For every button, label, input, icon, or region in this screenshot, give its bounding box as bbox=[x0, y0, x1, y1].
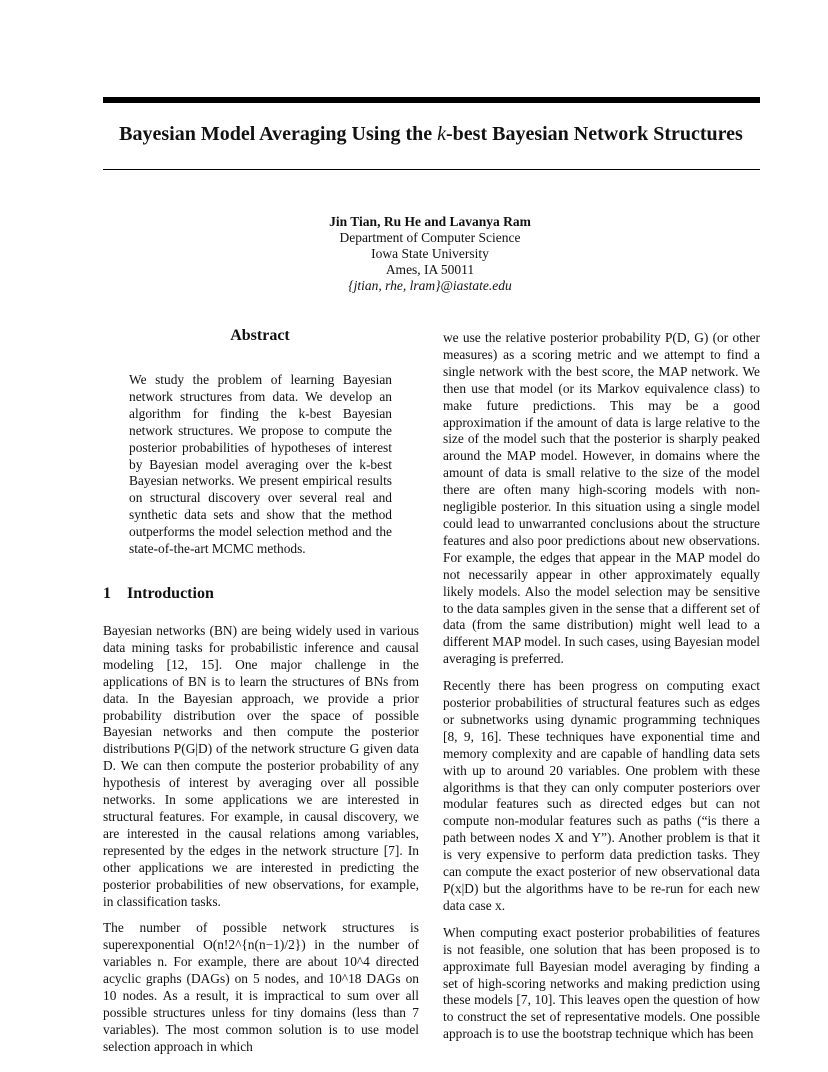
section-title: Introduction bbox=[127, 585, 214, 602]
paper-title: Bayesian Model Averaging Using the k-best Bayesian Network Structures bbox=[119, 123, 743, 145]
right-column bbox=[443, 330, 760, 1053]
intro-paragraph-5: When computing exact posterior probabilities of features is not feasible, one solution that has been proposed is to approximate full Bayesian model averaging by finding a set of high-scoring networks and making prediction using these models [7, 10]. This leaves open the question of how to construct the set of representative models. One possible approach is to use the bootstrap technique which has been bbox=[443, 924, 760, 1042]
address: Ames, IA 50011 bbox=[385, 262, 475, 277]
intro-paragraph-3: we use the relative posterior probability P(D, G) (or other measures) as a scoring metric and we attempt to find a single network with the best score, the MAP network. We then use that model (or its Markov equivalence class) to make future predictions. This may be a good approximation if the amount of data is large relative to the size of the model such that the posterior is sharply peaked around the MAP model. However, in domains where the amount of data is small relative to the size of the model there are often many high-scoring models with non-negligible posterior. In this situation using a single model could lead to unwarranted conclusions about the structure features and also poor predictions about new observations. For example, the edges that appear in the MAP model do not necessarily appear in other approximately equally likely models. Also the model selection may be sensitive to the data samples given in the sense that a different set of data (from the same distribution) might well lead to a different MAP model. In such cases, using Bayesian model averaging is preferred. bbox=[443, 330, 760, 667]
title-k: k bbox=[437, 123, 447, 145]
top-rule bbox=[103, 97, 760, 103]
intro-paragraph-1: Bayesian networks (BN) are being widely used in various data mining tasks for probabilistic inference and causal modeling [12, 15]. One major challenge in the applications of BN is to learn the structures of BNs from data. In the Bayesian approach, we provide a prior probability distribution over the space of possible Bayesian networks and then compute the posterior distributions P(G|D) of the network structure G given data D. We can then compute the posterior probability of any hypothesis of interest by averaging over all possible networks. In some applications we are interested in structural features. For example, in causal discovery, we are interested in the causal relations among variables, represented by the edges in the network structure [7]. In other applications we are interested in predicting the posterior probabilities of new observations, for example, in classification tasks. bbox=[103, 623, 419, 909]
left-column bbox=[103, 623, 419, 1066]
author-names: Jin Tian, Ru He and Lavanya Ram bbox=[329, 214, 531, 229]
title-rule bbox=[103, 169, 760, 170]
abstract-text: We study the problem of learning Bayesian network structures from data. We develop an algorithm for finding the k-best Bayesian network structures. We propose to compute the posterior probabilities of hypotheses of interest by Bayesian model averaging over the k-best Bayesian networks. We present empirical results on structural discovery over several real and synthetic data sets and show that the method outperforms the model selection method and the state-of-the-art MCMC methods. bbox=[129, 372, 392, 557]
intro-paragraph-4: Recently there has been progress on computing exact posterior probabilities of structural features such as edges or subnetworks using dynamic programming techniques [8, 9, 16]. These techniques have exponential time and memory complexity and are capable of handling data sets with up to around 20 variables. One problem with these algorithms is that they can only computer posteriors over modular features such as directed edges but can not compute non-modular features such as paths (“is there a path between nodes X and Y”). Another problem is that it is very expensive to perform data prediction tasks. They can compute the exact posterior of new observational data P(x|D) but the algorithms have to be re-run for each new data case x. bbox=[443, 678, 760, 913]
section-heading bbox=[103, 585, 214, 603]
university: Iowa State University bbox=[371, 246, 489, 261]
abstract-heading: Abstract bbox=[230, 327, 290, 344]
author-block bbox=[180, 214, 680, 294]
author-email: {jtian, rhe, lram}@iastate.edu bbox=[348, 278, 512, 293]
department: Department of Computer Science bbox=[339, 230, 521, 245]
section-number: 1 bbox=[103, 585, 111, 602]
intro-paragraph-2: The number of possible network structures is superexponential O(n!2^{n(n−1)/2}) in the number of variables n. For example, there are about 10^4 directed acyclic graphs (DAGs) on 5 nodes, and 10^18 DAGs on 10 nodes. As a result, it is impractical to sum over all possible structures unless for tiny domains (less than 7 variables). The most common solution is to use model selection approach in which bbox=[103, 920, 419, 1054]
